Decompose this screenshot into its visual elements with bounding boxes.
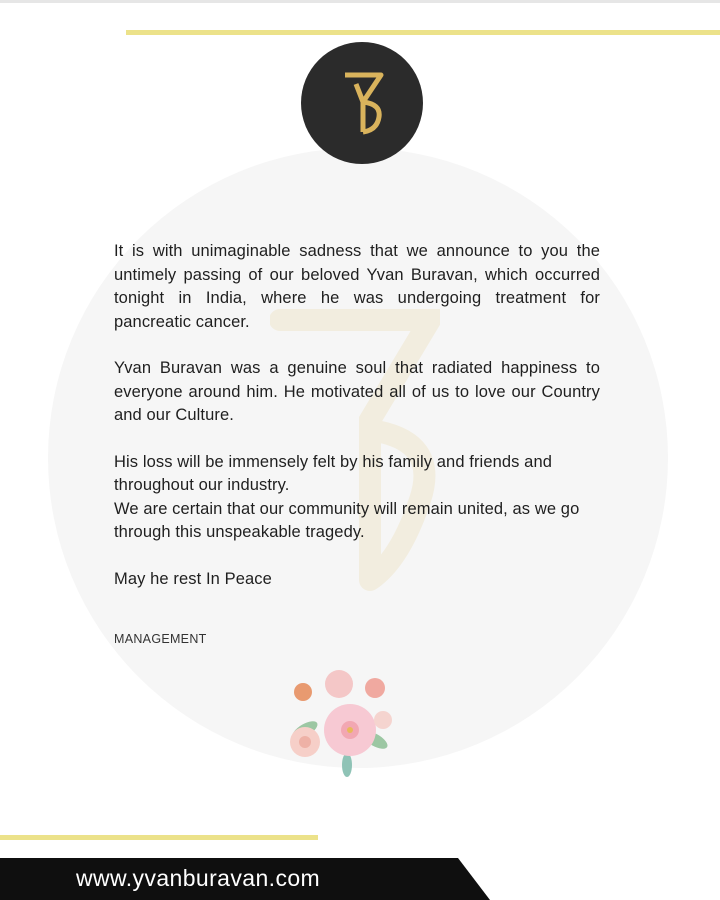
top-border <box>0 0 720 3</box>
signature: MANAGEMENT <box>114 632 207 646</box>
paragraph-community: We are certain that our community will remain united, as we go through this unspeakable tragedy. <box>114 499 580 541</box>
yb-monogram-icon <box>301 42 423 164</box>
bottom-accent-line <box>0 835 318 840</box>
website-link[interactable]: www.yvanburavan.com <box>76 865 321 891</box>
top-accent-line <box>126 30 720 35</box>
logo <box>301 42 423 164</box>
flower-bouquet-icon <box>275 660 405 780</box>
paragraph-tribute: Yvan Buravan was a genuine soul that radiated happiness to everyone around him. He motivated all of us to love our Country and our Culture. <box>114 359 600 424</box>
paragraph-loss: His loss will be immensely felt by his family and friends and throughout our industry. <box>114 452 553 494</box>
closing-line: May he rest In Peace <box>114 569 272 588</box>
announcement-letter <box>114 240 600 591</box>
paragraph-announcement: It is with unimaginable sadness that we announce to you the untimely passing of our beloved Yvan Buravan, which occurred tonight in India, where he was undergoing treatment for pancreatic cancer. <box>114 242 600 331</box>
